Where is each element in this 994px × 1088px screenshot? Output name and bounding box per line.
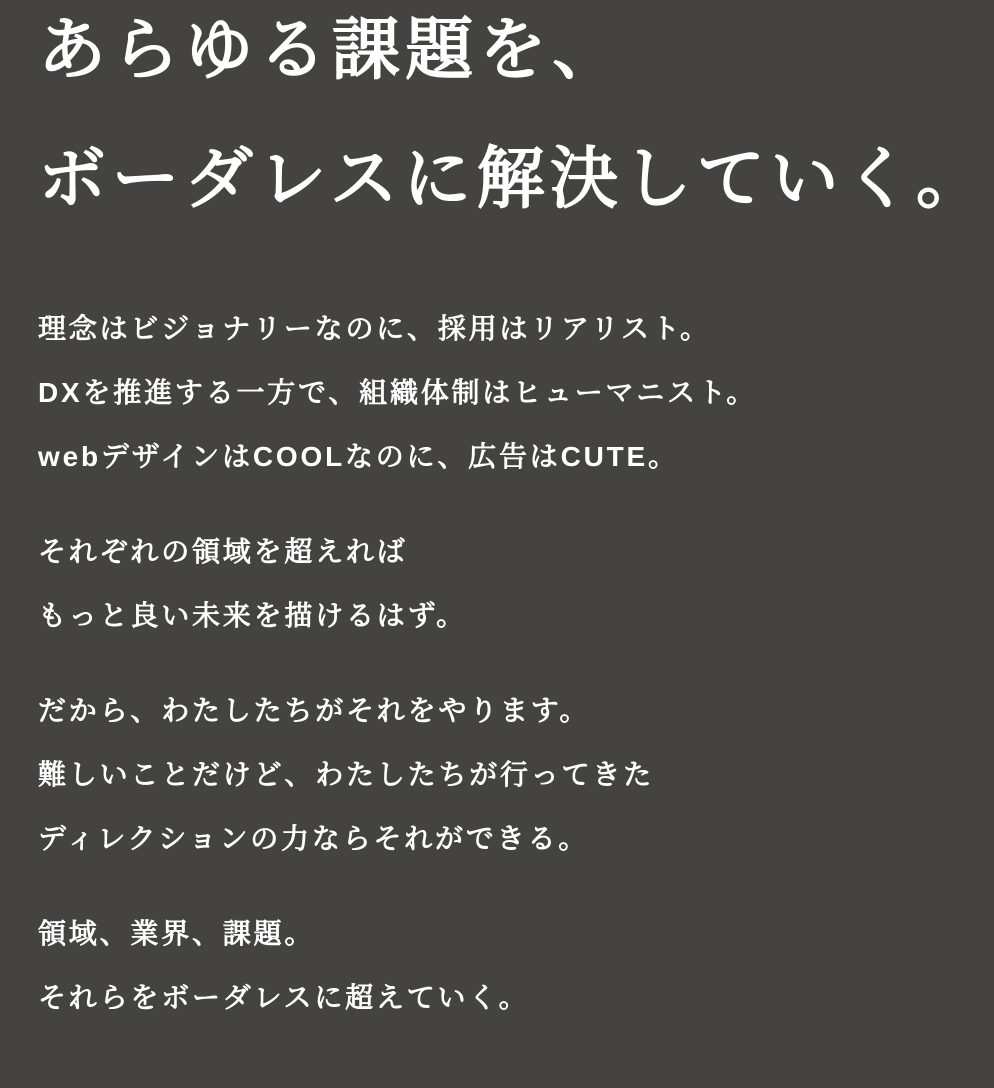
mission-paragraph-1 <box>38 297 956 489</box>
mission-paragraph-2 <box>38 520 956 648</box>
page-title-line-2: ボーダレスに解決していく。 <box>38 141 990 217</box>
mission-paragraph-3-line-1: だから、わたしたちがそれをやります。 <box>38 695 591 726</box>
mission-paragraph-1-line-1: 理念はビジョナリーなのに、採用はリアリスト。 <box>38 313 711 344</box>
mission-paragraph-2-line-2: もっと良い未来を描けるはず。 <box>38 600 467 631</box>
page-title-line-1: あらゆる課題を、 <box>38 12 626 88</box>
mission-paragraph-1-line-2: DXを推進する一方で、組織体制はヒューマニスト。 <box>38 377 758 408</box>
mission-paragraph-2-line-1: それぞれの領域を超えれば <box>38 536 408 567</box>
page-title <box>38 0 990 244</box>
mission-paragraph-3-line-2: 難しいことだけど、わたしたちが行ってきた <box>38 759 655 790</box>
mission-paragraph-4-line-2: それらをボーダレスに超えていく。 <box>38 982 530 1013</box>
mission-copy <box>38 297 956 1030</box>
mission-paragraph-3 <box>38 679 956 871</box>
mission-paragraph-4 <box>38 902 956 1030</box>
mission-paragraph-3-line-3: ディレクションの力ならそれができる。 <box>38 823 590 854</box>
mission-paragraph-4-line-1: 領域、業界、課題。 <box>38 918 316 949</box>
mission-paragraph-1-line-3: webデザインはCOOLなのに、広告はCUTE。 <box>38 441 679 472</box>
